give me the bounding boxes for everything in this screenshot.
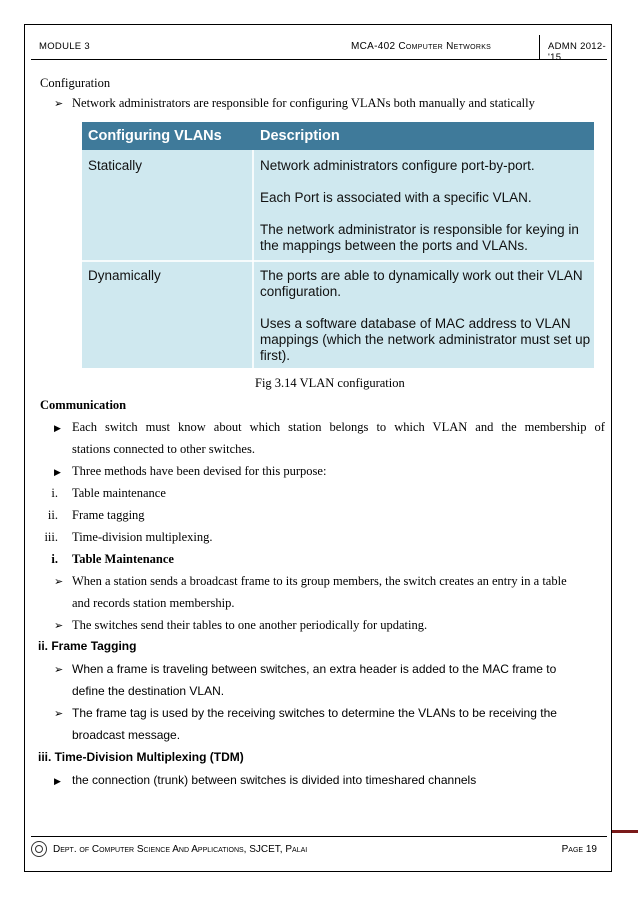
bullet-text: the connection (trunk) between switches is divided into timeshared channels <box>72 773 477 787</box>
frame-tagging-bullet-cont: broadcast message. <box>72 728 181 742</box>
table-maintenance-bullet-cont: and records station membership. <box>72 596 235 610</box>
frame-tagging-bullet <box>54 704 557 723</box>
footer-accent-bar <box>612 830 638 833</box>
method-number: i. <box>51 486 58 500</box>
heading-number: i. <box>51 552 58 566</box>
vlan-config-table <box>82 122 594 368</box>
heading-text: Table Maintenance <box>72 552 174 566</box>
row-statically-line: the mappings between the ports and VLANs. <box>260 238 528 253</box>
communication-heading: Communication <box>40 398 127 412</box>
arrow-bullet-icon: ➢ <box>54 663 64 676</box>
frame-tagging-heading: ii. Frame Tagging <box>38 639 137 653</box>
method-item <box>36 506 145 525</box>
triangle-bullet-icon: ▶ <box>54 777 61 787</box>
table-header-description: Description <box>260 128 340 144</box>
communication-bullet-text: Three methods have been devised for this purpose: <box>72 464 327 478</box>
table-maintenance-bullet <box>54 572 567 591</box>
course-label: MCA-402 Computer Networks <box>351 41 492 52</box>
configuration-bullet <box>54 94 535 113</box>
triangle-bullet-icon: ▶ <box>54 468 61 478</box>
tdm-heading: iii. Time-Division Multiplexing (TDM) <box>38 750 244 764</box>
method-number: iii. <box>44 530 58 544</box>
page-footer <box>31 836 607 865</box>
arrow-bullet-icon: ➢ <box>54 619 64 632</box>
bullet-text: When a station sends a broadcast frame to its group members, the switch creates an entry in a table <box>72 574 567 588</box>
table-header-configuring: Configuring VLANs <box>88 128 222 144</box>
college-logo-icon <box>31 841 47 857</box>
figure-caption: Fig 3.14 VLAN configuration <box>255 376 405 390</box>
table-maintenance-bullet <box>54 616 427 635</box>
row-dynamically-line: first). <box>260 348 290 363</box>
row-dynamically-mode: Dynamically <box>88 268 161 283</box>
table-maintenance-heading <box>36 550 174 569</box>
table-column-divider <box>252 150 254 368</box>
frame-tagging-bullet <box>54 660 556 679</box>
page-number: Page 19 <box>561 844 597 855</box>
frame-tagging-bullet-cont: define the destination VLAN. <box>72 684 225 698</box>
communication-bullet <box>54 418 605 439</box>
module-label: MODULE 3 <box>39 41 90 52</box>
admission-label: ADMN 2012-'15 <box>548 41 606 63</box>
row-dynamically-line: mappings (which the network administrator must set up <box>260 332 591 347</box>
communication-bullet-text: Each switch must know about which station belongs to which VLAN and the membership of <box>72 420 605 434</box>
method-text: Table maintenance <box>72 486 166 500</box>
communication-bullet <box>54 462 326 483</box>
header-divider <box>539 35 540 59</box>
table-row-divider <box>82 260 594 262</box>
row-dynamically-line: The ports are able to dynamically work out their VLAN <box>260 268 583 283</box>
configuration-bullet-text: Network administrators are responsible for configuring VLANs both manually and statically <box>72 96 535 110</box>
configuration-heading: Configuration <box>40 76 111 90</box>
method-text: Time-division multiplexing. <box>72 530 213 544</box>
table-header-row <box>82 122 594 150</box>
bullet-text: The frame tag is used by the receiving switches to determine the VLANs to be receiving the <box>72 706 557 720</box>
row-statically-line: The network administrator is responsible for keying in <box>260 222 579 237</box>
method-item <box>36 484 166 503</box>
row-dynamically-line: configuration. <box>260 284 342 299</box>
arrow-bullet-icon: ➢ <box>54 707 64 720</box>
method-item <box>36 528 213 547</box>
triangle-bullet-icon: ▶ <box>54 424 61 434</box>
row-statically-mode: Statically <box>88 158 143 173</box>
row-dynamically-line: Uses a software database of MAC address to VLAN <box>260 316 571 331</box>
department-label: Dept. of Computer Science And Applications, SJCET, Palai <box>53 844 308 855</box>
communication-bullet-cont: stations connected to other switches. <box>72 442 255 456</box>
arrow-bullet-icon: ➢ <box>54 575 64 588</box>
arrow-bullet-icon: ➢ <box>54 97 64 110</box>
page-header <box>31 31 607 63</box>
tdm-bullet <box>54 771 476 792</box>
method-text: Frame tagging <box>72 508 145 522</box>
bullet-text: The switches send their tables to one another periodically for updating. <box>72 618 428 632</box>
row-statically-line: Network administrators configure port-by-port. <box>260 158 535 173</box>
bullet-text: When a frame is traveling between switches, an extra header is added to the MAC frame to <box>72 662 557 676</box>
method-number: ii. <box>47 508 58 522</box>
row-statically-line: Each Port is associated with a specific VLAN. <box>260 190 532 205</box>
